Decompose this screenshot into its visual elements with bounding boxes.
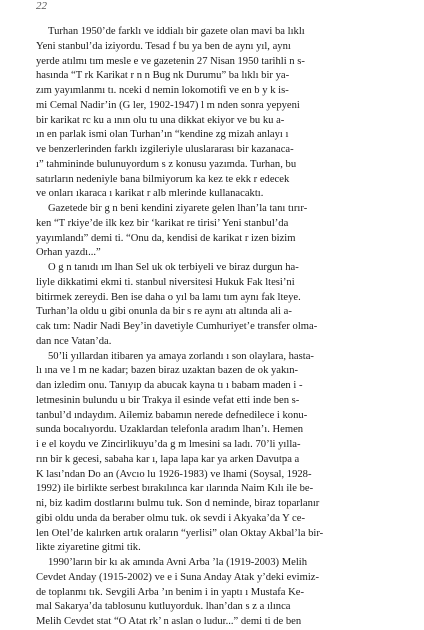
text-line: bir karikat rc ku a ının olu tu una dikkat ekiyor ve bu ku a- [36, 114, 285, 126]
text-line: Turhan’la oldu u gibi onunla da bir s re aynı atı altında ali a- [36, 306, 292, 318]
text-line: Yeni stanbul’da iziyordu. Tesad f bu ya ben de aynı yıl, aynı [36, 40, 291, 52]
text-line: Turhan 1950’de farklı ve iddialı bir gazete olan mavi ba lıklı [48, 26, 305, 37]
text-line: liyle dikkatimi ekmi ti. stanbul niversitesi Hukuk Fak ltesi’ni [36, 276, 295, 288]
text-line: mal Sakarya’da tablosunu kutluyorduk. lhan’dan s z a ılınca [36, 601, 291, 613]
text-line: ve onları ıkaraca ı karikat r alb mlerinde kullanacaktı. [36, 188, 264, 200]
text-line: tanbul’d ındaydım. Ailemiz babamın nerede defnedilece i konu- [36, 409, 308, 421]
text-line: i e el koydu ve Zincirlikuyu’da g m lmesini sa ladı. 70’li yılla- [36, 439, 301, 450]
text-line: lı ına ve l m ne kadar; bazen biraz uzaktan bazen de ok yakın- [36, 365, 299, 377]
text-line: O g n tanıdı ım lhan Sel uk ok terbiyeli ve biraz durgun ha- [48, 262, 299, 273]
text-line: rın bir k gecesi, sabaha kar ı, lapa lapa kar ya arken Davutpa a [36, 453, 300, 465]
page-number: 22 [36, 0, 47, 12]
text-line: 1992) ile birlikte serbest bırakılınca kar ılarında Naim Kılı ile be- [36, 483, 314, 495]
text-line: Orhan yazdı...” [36, 247, 101, 259]
text-line: letmesinin bulundu u bir Trakya il esinde vefat etti inde ben s- [36, 394, 300, 406]
body-text [36, 25, 376, 630]
text-line: mi Cemal Nadir’in (G ler, 1902-1947) l m nden sonra yepyeni [36, 99, 300, 111]
text-line: yayımlandı” demi ti. “Onu da, kendisi de karikat r izen bizim [36, 232, 296, 244]
text-line: K lası’ndan Do an (Avcıo lu 1926-1983) ve lhami (Soysal, 1928- [36, 468, 312, 480]
text-line: len Otel’de kalırken artık oraların “yerlisi” olan Oktay Akbal’la bir- [36, 527, 324, 539]
text-line: Melih Cevdet stat “O Atat rk’ n aslan o ludur...” demi ti de ben [36, 616, 302, 627]
text-line: ı” tahmininde bulunuyordum s z konusu yazımda. Turhan, bu [36, 158, 297, 170]
text-line: zım yayımlanmı tı. nceki d nemin lokomotifi ve en b y k is- [36, 85, 289, 96]
text-line: Cevdet Anday (1915-2002) ve e i Suna Anday Atak y’deki evimiz- [36, 571, 320, 583]
text-line: sunda bocalıyordu. Uzaklardan telefonla aradım lhan’ı. Hemen [36, 424, 304, 436]
text-line: gibi oldu unda da beraber olmu tuk. ok sevdi i Akyaka’da Y ce- [36, 512, 305, 524]
text-line: 1990’ların bir kı ak amında Avni Arba ’la (1919-2003) Melih [48, 557, 307, 568]
text-line: cak tım: Nadir Nadi Bey’in davetiyle Cumhuriyet’e transfer olma- [36, 321, 318, 332]
text-line: satırların nedeniyle bana bilmiyorum ka kez te ekk r edecek [36, 173, 290, 185]
text-line: dan izledim onu. Tanıyıp da abucak kayna tı ı babam maden i - [36, 380, 303, 391]
text-line: dan nce Vatan’da. [36, 335, 112, 347]
text-line: hasında “T rk Karikat r n n Bug nk Durumu” ba lıklı bir ya- [36, 70, 290, 82]
text-line: bitirmek zereydi. Ben ise daha o yıl ba lamı tım aynı fak lteye. [36, 291, 301, 303]
text-line: yerde atılmı tım mesle e ve gazetenin 27 Nisan 1950 tarihli n s- [36, 55, 305, 67]
text-line: ın en parlak ismi olan Turhan’ın “kendine zg mizah anlayı ı [36, 129, 289, 141]
text-line: likte ziyaretine gitmi tik. [36, 542, 141, 554]
text-line: 50’li yıllardan itibaren ya amaya zorlandı ı son olaylara, hasta- [48, 350, 314, 362]
text-line: ken “T rkiye’de ilk kez bir ‘karikat re tirisi’ Yeni stanbul’da [36, 217, 289, 229]
text-line: ve benzerlerinden farklı izgileriyle uluslararası bir kazanaca- [36, 144, 294, 155]
text-line: Gazetede bir g n beni kendini ziyarete gelen lhan’la tanı tırır- [48, 203, 308, 214]
text-line: de toplanmı tık. Sevgili Arba ’ın benim i in yaptı ı Mustafa Ke- [36, 586, 305, 598]
text-line: ni, biz kadim dostlarını bulmu tuk. Son d neminde, biraz toparlanır [36, 498, 320, 509]
